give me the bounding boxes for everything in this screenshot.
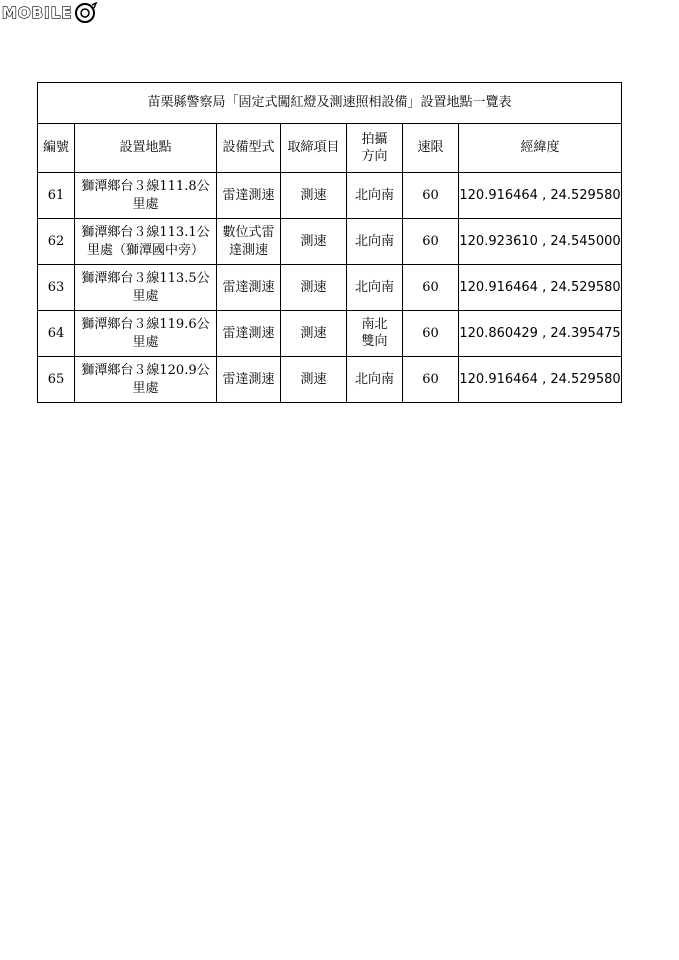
cell-location: 獅潭鄉台３線120.9公里處	[75, 357, 217, 403]
logo-visible-text: MOBILE	[2, 4, 73, 22]
cell-location: 獅潭鄉台３線113.1公里處（獅潭國中旁）	[75, 219, 217, 265]
cell-item: 測速	[281, 173, 347, 219]
cell-item: 測速	[281, 311, 347, 357]
cell-coordinates: 120.916464 , 24.529580	[459, 173, 622, 219]
table-row	[38, 357, 622, 403]
cell-direction: 南北雙向	[347, 311, 403, 357]
cell-device: 數位式雷達測速	[217, 219, 281, 265]
header-speed-limit: 速限	[403, 124, 459, 173]
header-number: 編號	[38, 124, 75, 173]
cell-item: 測速	[281, 265, 347, 311]
cell-direction: 北向南	[347, 173, 403, 219]
cell-speed-limit: 60	[403, 173, 459, 219]
cell-number: 65	[38, 357, 75, 403]
cell-location: 獅潭鄉台３線119.6公里處	[75, 311, 217, 357]
cell-number: 64	[38, 311, 75, 357]
mobile01-logo	[2, 2, 98, 24]
table-row	[38, 219, 622, 265]
speed-camera-table	[37, 82, 622, 403]
table-row	[38, 265, 622, 311]
logo-emblem-icon	[74, 2, 98, 24]
cell-speed-limit: 60	[403, 357, 459, 403]
header-coordinates: 經緯度	[459, 124, 622, 173]
cell-coordinates: 120.923610 , 24.545000	[459, 219, 622, 265]
header-direction: 拍攝方向	[347, 124, 403, 173]
cell-number: 61	[38, 173, 75, 219]
cell-number: 62	[38, 219, 75, 265]
cell-device: 雷達測速	[217, 357, 281, 403]
header-row	[38, 124, 622, 173]
table-title: 苗栗縣警察局「固定式闖紅燈及測速照相設備」設置地點一覽表	[38, 83, 622, 124]
cell-device: 雷達測速	[217, 173, 281, 219]
table-row	[38, 311, 622, 357]
cell-number: 63	[38, 265, 75, 311]
cell-location: 獅潭鄉台３線111.8公里處	[75, 173, 217, 219]
cell-direction: 北向南	[347, 357, 403, 403]
cell-item: 測速	[281, 357, 347, 403]
cell-direction: 北向南	[347, 219, 403, 265]
cell-coordinates: 120.916464 , 24.529580	[459, 357, 622, 403]
cell-coordinates: 120.916464 , 24.529580	[459, 265, 622, 311]
cell-speed-limit: 60	[403, 219, 459, 265]
cell-device: 雷達測速	[217, 265, 281, 311]
cell-location: 獅潭鄉台３線113.5公里處	[75, 265, 217, 311]
table-row	[38, 173, 622, 219]
cell-coordinates: 120.860429 , 24.395475	[459, 311, 622, 357]
cell-direction: 北向南	[347, 265, 403, 311]
cell-speed-limit: 60	[403, 311, 459, 357]
cell-device: 雷達測速	[217, 311, 281, 357]
header-location: 設置地點	[75, 124, 217, 173]
cell-speed-limit: 60	[403, 265, 459, 311]
header-item: 取締項目	[281, 124, 347, 173]
header-device: 設備型式	[217, 124, 281, 173]
cell-item: 測速	[281, 219, 347, 265]
